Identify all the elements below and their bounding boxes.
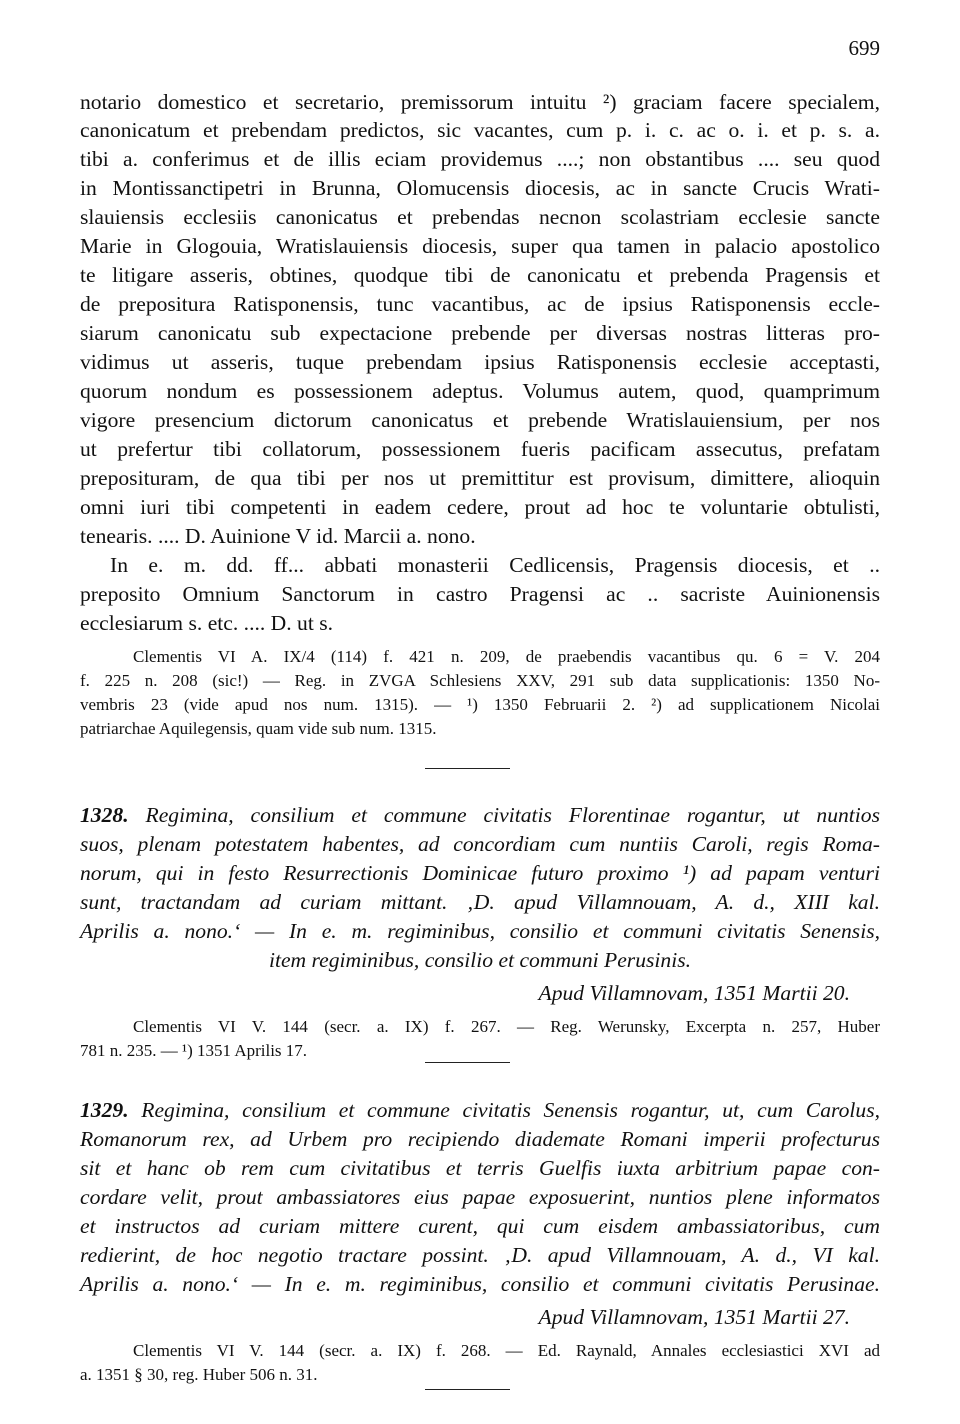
body-line: vidimus ut asseris, tuque prebendam ipsius Ratisponensis ecclesie acceptasti, bbox=[80, 350, 880, 374]
note-line: vembris 23 (vide apud nos num. 1315). — ¹) 1350 Februarii 2. ²) ad supplicationem Nicolai bbox=[80, 695, 880, 714]
entry-text: Regimina, consilium et commune civitatis Senensis rogantur, ut, cum Carolus, bbox=[141, 1098, 880, 1122]
body-line: tenearis. .... D. Auinione V id. Marcii a. nono. bbox=[80, 524, 476, 548]
body-line: canonicatum et prebendam predictos, sic vacantes, cum p. i. c. ac o. i. et p. s. a. bbox=[80, 118, 880, 142]
page-number: 699 bbox=[848, 36, 880, 60]
note-line: Clementis VI A. IX/4 (114) f. 421 n. 209, de praebendis vacantibus qu. 6 = V. 204 bbox=[133, 647, 880, 666]
entry-1328-line: item regiminibus, consilio et communi Perusinis. bbox=[268, 948, 692, 972]
note-line: a. 1351 § 30, reg. Huber 506 n. 31. bbox=[80, 1365, 318, 1384]
note-line: patriarchae Aquilegensis, quam vide sub num. 1315. bbox=[80, 719, 437, 738]
entry-1329-line: redierint, de hoc negotio tractare possint. ‚D. apud Villamnouam, A. d., VI kal. bbox=[80, 1243, 880, 1267]
body-line: slauiensis ecclesiis canonicatus et prebendas necnon scolastriam ecclesie sancte bbox=[80, 205, 880, 229]
entry-1328-line: Aprilis a. nono.‘ — In e. m. regiminibus, consilio et communi civitatis Senensis, bbox=[80, 919, 880, 943]
entry-1328-line: norum, qui in festo Resurrectionis Dominicae futuro proximo ¹) ad papam venturi bbox=[80, 861, 880, 885]
entry-1329-dateline: Apud Villamnovam, 1351 Martii 27. bbox=[538, 1305, 850, 1329]
entry-1328-line: suos, plenam potestatem habentes, ad concordiam cum nuntiis Caroli, regis Roma- bbox=[80, 832, 880, 856]
body-line: preposituram, de qua tibi per nos ut premittitur est provisum, dimittere, alioquin bbox=[80, 466, 880, 490]
body-line: omni iuri tibi competenti in eadem cedere, prout ad hoc te voluntarie obtulisti, bbox=[80, 495, 880, 519]
in-em-line: preposito Omnium Sanctorum in castro Pragensi ac .. sacriste Auinionensis bbox=[80, 582, 880, 606]
entry-1329-line: Aprilis a. nono.‘ — In e. m. regiminibus, consilio et communi civitatis Perusinae. bbox=[80, 1272, 880, 1296]
body-line: de prepositura Ratisponensis, tunc vacantibus, ac de ipsius Ratisponensis eccle- bbox=[80, 292, 880, 316]
entry-text: Regimina, consilium et commune civitatis Florentinae rogantur, ut nuntios bbox=[145, 803, 880, 827]
entry-1329-line: cordare velit, prout ambassiatores eius papae exposuerint, nuntios plene informatos bbox=[80, 1185, 880, 1209]
note-line: Clementis VI V. 144 (secr. a. IX) f. 267. — Reg. Werunsky, Excerpta n. 257, Huber bbox=[133, 1017, 880, 1036]
body-line: vigore presencium dictorum canonicatus et prebende Wratislauiensium, per nos bbox=[80, 408, 880, 432]
note-line: f. 225 n. 208 (sic!) — Reg. in ZVGA Schlesiens XXV, 291 sub data supplicationis: 1350 No- bbox=[80, 671, 880, 690]
entry-1328-line: sunt, tractandam ad curiam mittant. ‚D. apud Villamnouam, A. d., XIII kal. bbox=[80, 890, 880, 914]
separator-rule bbox=[425, 1389, 510, 1390]
separator-rule bbox=[425, 1062, 510, 1063]
entry-1329-line: Romanorum rex, ad Urbem pro recipiendo diademate Romani imperii profecturus bbox=[80, 1127, 880, 1151]
body-line: notario domestico et secretario, premissorum intuitu ²) graciam facere specialem, bbox=[80, 90, 880, 114]
entry-number: 1329. bbox=[80, 1098, 129, 1122]
entry-1329-line bbox=[80, 1097, 880, 1123]
body-line: te litigare asseris, obtines, quodque tibi de canonicatu et prebenda Pragensis et bbox=[80, 263, 880, 287]
body-line: Marie in Glogouia, Wratislauiensis diocesis, super qua tamen in palacio apostolico bbox=[80, 234, 880, 258]
body-line: siarum canonicatu sub expectacione prebende per diversas nostras litteras pro- bbox=[80, 321, 880, 345]
body-line: in Montissanctipetri in Brunna, Olomucensis diocesis, ac in sancte Crucis Wrati- bbox=[80, 176, 880, 200]
entry-1328-dateline: Apud Villamnovam, 1351 Martii 20. bbox=[538, 981, 850, 1005]
entry-number: 1328. bbox=[80, 803, 129, 827]
in-em-line: In e. m. dd. ff... abbati monasterii Cedlicensis, Pragensis diocesis, et .. bbox=[110, 553, 880, 577]
in-em-line: ecclesiarum s. etc. .... D. ut s. bbox=[80, 611, 334, 635]
body-line: tibi a. conferimus et de illis eciam providemus ....; non obstantibus .... seu quod bbox=[80, 147, 880, 171]
entry-1328-line bbox=[80, 802, 880, 828]
entry-1329-line: sit et hanc ob rem cum civitatibus et terris Guelfis iuxta arbitrium papae con- bbox=[80, 1156, 880, 1180]
note-line: 781 n. 235. — ¹) 1351 Aprilis 17. bbox=[80, 1041, 308, 1060]
separator-rule bbox=[425, 768, 510, 769]
entry-1329-line: et instructos ad curiam mittere curent, qui cum eisdem ambassiatoribus, cum bbox=[80, 1214, 880, 1238]
body-line: quorum nondum es possessionem adeptus. Volumus autem, quod, quamprimum bbox=[80, 379, 880, 403]
body-line: ut prefertur tibi collatorum, possessionem fueris pacificam assecutus, prefatam bbox=[80, 437, 880, 461]
note-line: Clementis VI V. 144 (secr. a. IX) f. 268. — Ed. Raynald, Annales ecclesiastici XVI ad bbox=[133, 1341, 880, 1360]
